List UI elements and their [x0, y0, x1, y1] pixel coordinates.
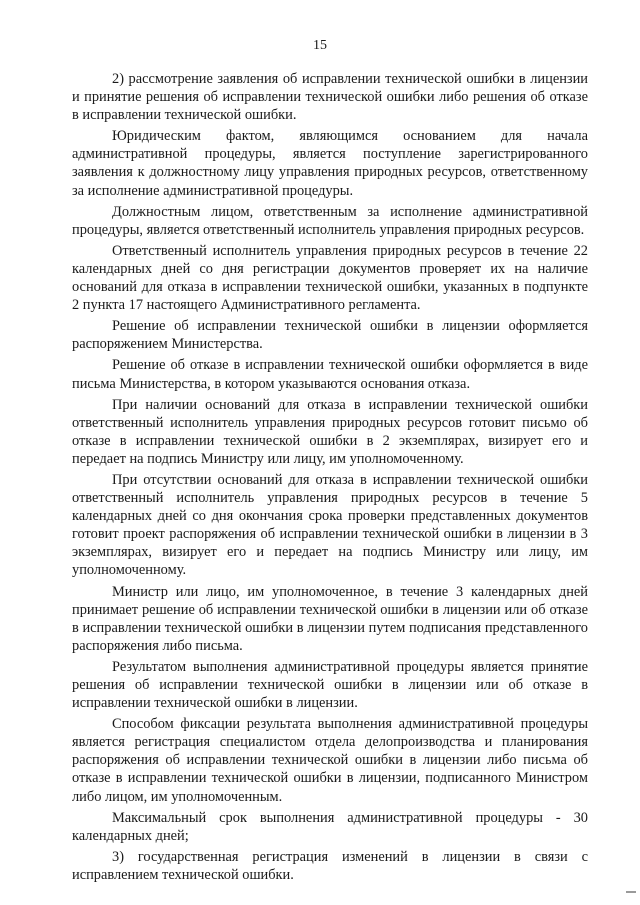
page-number: 15	[313, 38, 327, 53]
paragraph: Решение об исправлении технической ошибки в лицензии оформляется распоряжением Министерства.	[72, 318, 588, 353]
scan-mark	[626, 891, 636, 893]
paragraph: При наличии оснований для отказа в исправлении технической ошибки ответственный исполнитель управления природных ресурсов готовит письмо об отказе в исправлении технической ошибки в 2 экземплярах, визирует его и передает на подпись Министру или лицу, им уполномоченному.	[72, 396, 588, 467]
paragraph: Должностным лицом, ответственным за исполнение административной процедуры, является ответственный исполнитель управления природных ресурсов.	[72, 203, 588, 238]
document-body	[72, 70, 588, 887]
paragraph: Ответственный исполнитель управления природных ресурсов в течение 22 календарных дней со дня регистрации документов проверяет их на наличие оснований для отказа в исправлении технической ошибки, указанных в подпункте 2 пункта 17 настоящего Административного регламента.	[72, 242, 588, 314]
paragraph: При отсутствии оснований для отказа в исправлении технической ошибки ответственный исполнитель управления природных ресурсов в течение 5 календарных дней со дня окончания срока проверки представленных документов готовит проект распоряжения об исправлении технической ошибки в лицензии в 3 экземплярах, визирует его и передает на подпись Министру или лицу, им уполномоченному.	[72, 471, 588, 579]
paragraph: Юридическим фактом, являющимся основанием для начала административной процедуры, является поступление зарегистрированного заявления к должностному лицу управления природных ресурсов, ответственному за исполнение административной процедуры.	[72, 128, 588, 199]
paragraph: Максимальный срок выполнения административной процедуры - 30 календарных дней;	[72, 809, 588, 844]
paragraph: Министр или лицо, им уполномоченное, в течение 3 календарных дней принимает решение об исправлении технической ошибки в лицензии или об отказе в исправлении технической ошибки в лицензии путем подписания представленного распоряжения либо письма.	[72, 583, 588, 654]
paragraph: Решение об отказе в исправлении технической ошибки оформляется в виде письма Министерства, в котором указываются основания отказа.	[72, 357, 588, 392]
paragraph: 3) государственная регистрация изменений в лицензии в связи с исправлением технической ошибки.	[72, 848, 588, 883]
paragraph: Результатом выполнения административной процедуры является принятие решения об исправлении технической ошибки в лицензии или об отказе в исправлении технической ошибки в лицензии.	[72, 658, 588, 712]
paragraph: Способом фиксации результата выполнения административной процедуры является регистрация специалистом отдела делопроизводства и планирования распоряжения об исправлении технической ошибки в лицензии либо письма об отказе в исправлении технической ошибки в лицензии, подписанного Министром либо лицом, им уполномоченным.	[72, 716, 588, 805]
paragraph: 2) рассмотрение заявления об исправлении технической ошибки в лицензии и принятие решения об исправлении технической ошибки либо решения об отказе в исправлении технической ошибки.	[72, 71, 588, 124]
